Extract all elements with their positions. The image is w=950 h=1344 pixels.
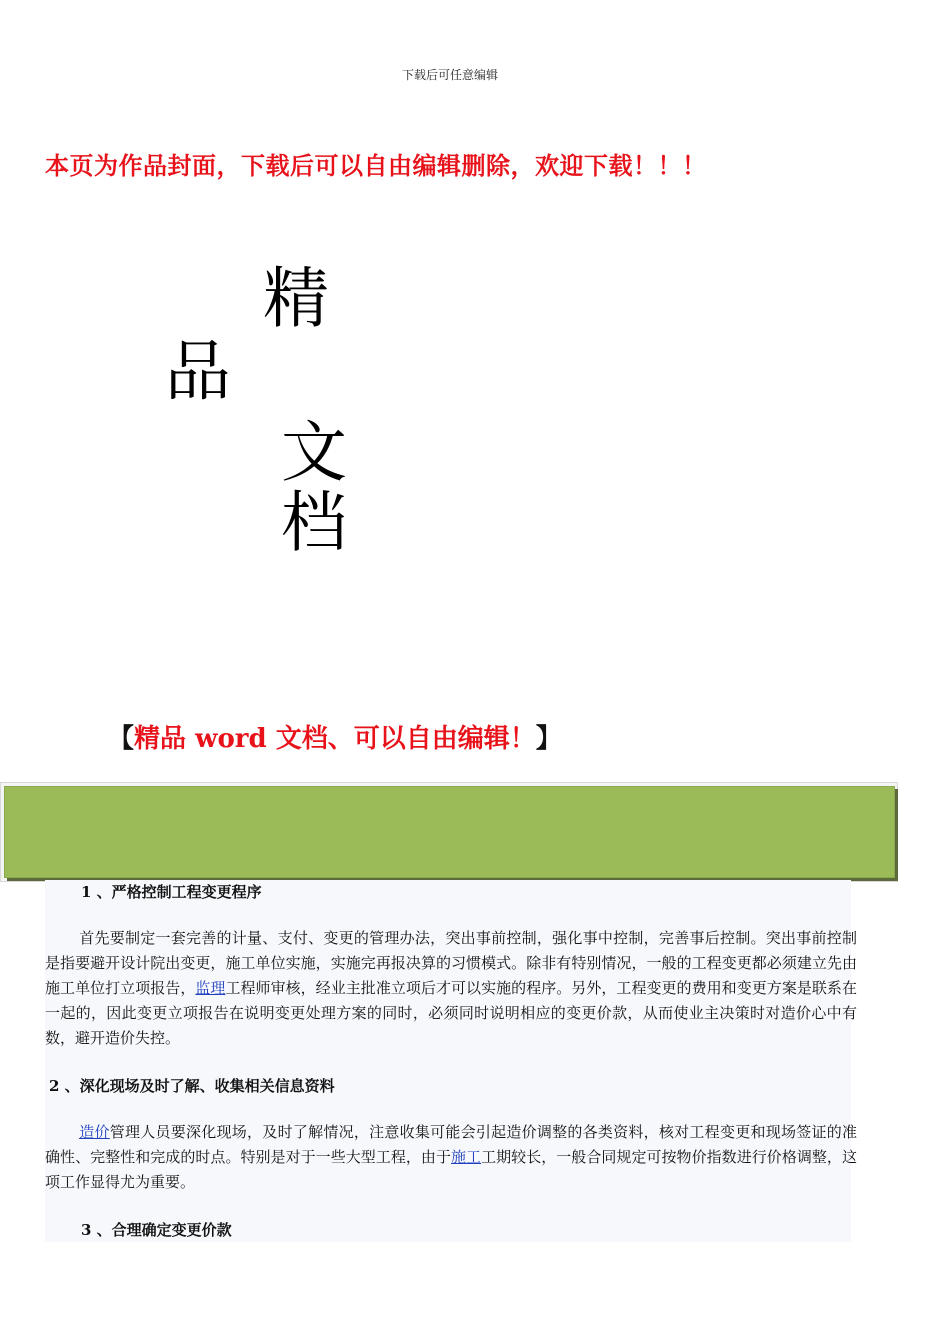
construction-link[interactable]: 施工 [451, 1148, 482, 1166]
title-char-wen: 文 [281, 414, 347, 491]
supervision-link[interactable]: 监理 [195, 979, 226, 997]
title-char-pin: 品 [165, 333, 231, 410]
title-char-jing: 精 [263, 260, 329, 337]
section2-text-part2: 工期较长，一般合同规定可按物价指数进行价格调整，这项工作显得尤为重要。 [45, 1148, 857, 1191]
close-bracket: 】 [535, 724, 562, 754]
green-box [4, 786, 895, 878]
section1-text-part1: 首先要制定一套完善的计量、支付、变更的管理办法，突出事前控制，强化事中控制，完善事后控制。突出事前控制是指要避开设计院出变更，施工单位实施，实施完再报决算的习惯模式。除非有特别情况，一般的工程变更都必须建立先由施工单位打立项报告， [45, 929, 857, 997]
title-char-dang: 档 [281, 484, 347, 561]
section3-heading: 3 、合理确定变更价款 [81, 1221, 232, 1239]
section2-text-part1: 管理人员要深化现场，及时了解情况，注意收集可能会引起造价调整的各类资料，核对工程变更和现场签证的准确性、完整性和完成的时点。特别是对于一些大型工程，由于 [45, 1123, 857, 1166]
cost-link[interactable]: 造价 [79, 1123, 110, 1141]
footer-banner [108, 718, 562, 755]
article-body [45, 880, 857, 1242]
section1-paragraph [45, 926, 857, 1051]
section1-heading: 1 、严格控制工程变更程序 [81, 883, 262, 901]
section1-text-part2: 工程师审核，经业主批准立项后才可以实施的程序。另外，工程变更的费用和变更方案是联系在一起的，因此变更立项报告在说明变更处理方案的同时，必须同时说明相应的变更价款，从而使业主决策时对造价心中有数，避开造价失控。 [45, 979, 857, 1047]
section2-heading: 2 、深化现场及时了解、收集相关信息资料 [49, 1077, 335, 1095]
section2-paragraph [45, 1120, 857, 1195]
header-note: 下载后可任意编辑 [401, 68, 498, 82]
footer-banner-text: 精品 word 文档、可以自由编辑！ [134, 724, 536, 754]
open-bracket: 【 [108, 724, 135, 754]
cover-notice: 本页为作品封面，下载后可以自由编辑删除，欢迎下载！！！ [45, 151, 707, 180]
